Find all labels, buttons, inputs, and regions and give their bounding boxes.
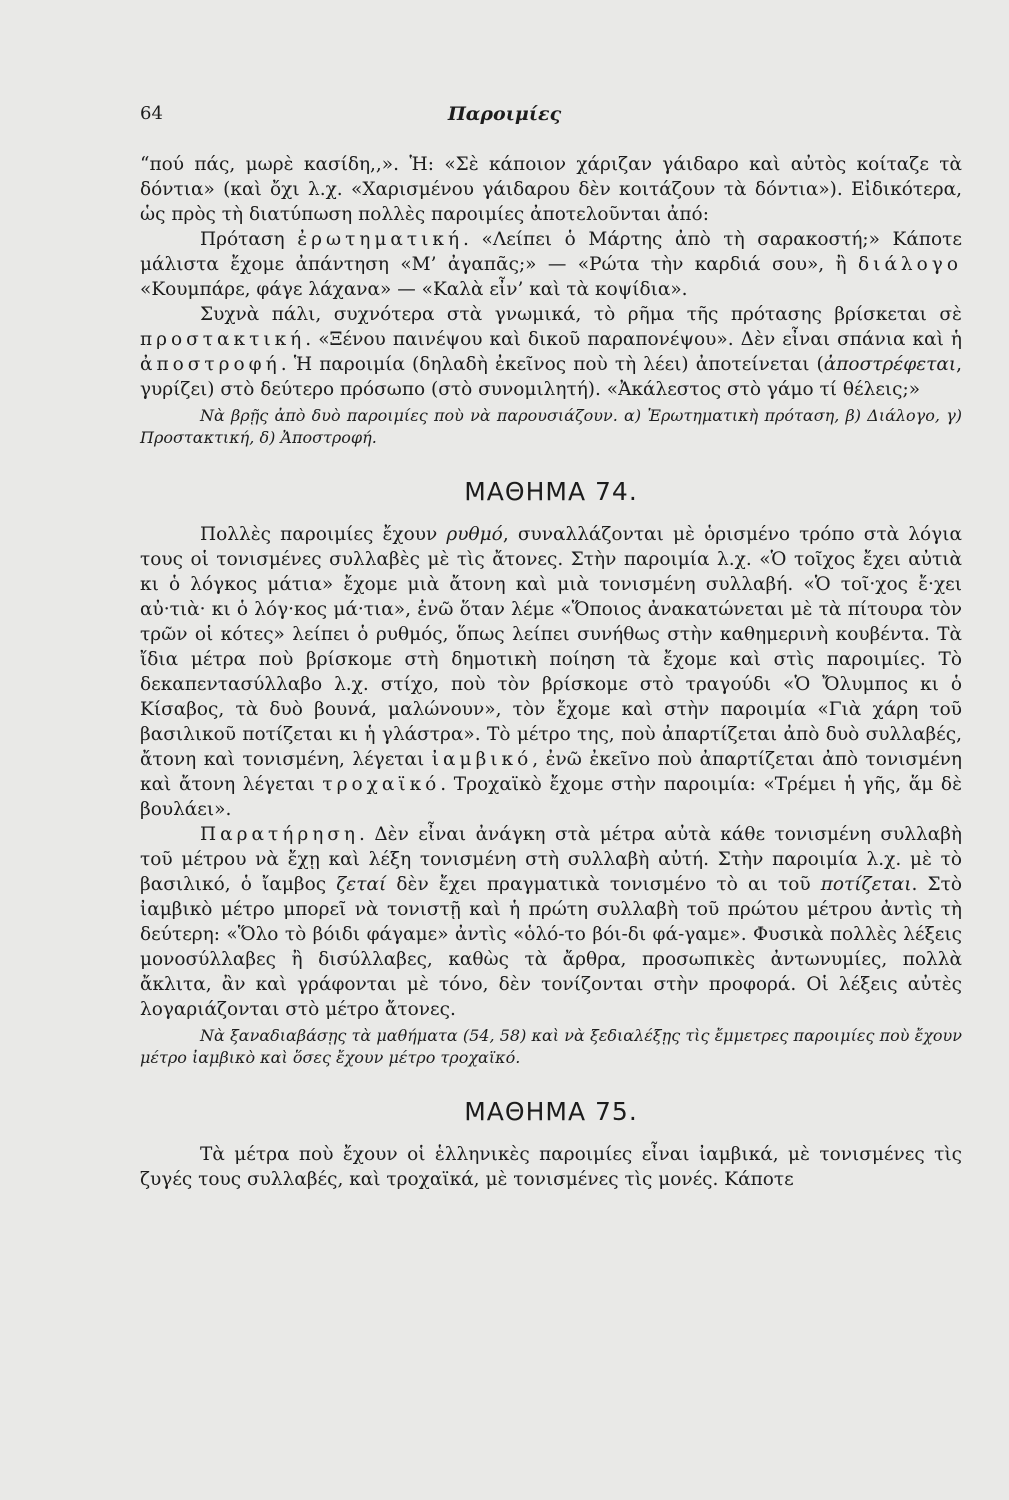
lesson-74-paragraph-2 — [140, 822, 962, 1022]
text-run: , συναλλάζονται μὲ ὁρισμένο τρόπο στὰ λόγια τους οἱ τονισμένες συλλαβὲς μὲ τὶς ἄτονες. Στὴν παροιμία λ.χ. «Ὁ τοῖχος ἔχει αὐτιὰ κι ὁ λόγκος μάτια» ἔχομε μιὰ ἄτονη καὶ μιὰ τονισμένη συλλαβή. «Ὁ τοῖ·χος ἔ·χει αὐ·τιὰ· κι ὁ λόγ·κος μά·τια», ἐνῶ ὅταν λέμε «Ὅποιος ἀνακατώνεται μὲ τὰ πίτουρα τὸν τρῶν οἱ κότες» λείπει ὁ ρυθμός, ὅπως λείπει συνήθως στὴν καθημερινὴ κουβέντα. Τὰ ἴδια μέτρα ποὺ βρίσκομε στὴ δημοτικὴ ποίηση τὰ ἔχομε καὶ στὶς παροιμίες. Τὸ δεκαπεντασύλλαβο λ.χ. στίχο, ποὺ τὸν βρίσκομε στὸ τραγούδι «Ὁ Ὄλυμπος κι ὁ Κίσαβος, τὰ δυὸ βουνά, μαλώνουν», τὸν ἔχομε καὶ στὴν παροιμία «Γιὰ χάρη τοῦ βασιλικοῦ ποτίζεται κι ἡ γλάστρα». Τὸ μέτρο της, ποὺ ἀπαρτίζεται ἀπὸ δυὸ συλλαβές, ἄτονη καὶ τονισμένη, λέγεται — [140, 524, 962, 770]
text-run: , γυρίζει) στὸ δεύτερο πρόσωπο (στὸ συνομιλητή). «Ἀκάλεστος στὸ γάμο τί θέλεις;» — [140, 354, 962, 400]
spaced-term: τροχαϊκό — [322, 774, 441, 795]
text-run: Συχνὰ πάλι, συχνότερα στὰ γνωμικά, τὸ ρῆμα τῆς πρότασης βρίσκεται σὲ — [200, 304, 962, 325]
lesson-75-heading: ΜΑΘΗΜΑ 75. — [464, 1097, 638, 1126]
page-header — [0, 103, 1009, 133]
italic-term: ποτίζεται — [820, 874, 912, 895]
intro-paragraph-2 — [140, 227, 962, 302]
text-run: . Στὸ ἰαμβικὸ μέτρο μπορεῖ νὰ τονιστῇ καὶ ἡ πρώτη συλλαβὴ τοῦ πρώτου μέτρου ἀντὶς τὴ δεύτερη: «Ὅλο τὸ βόιδι φάγαμε» ἀντὶς «ὁλό-το βόι-δι φά-γαμε». Φυσικὰ πολλὲς λέξεις μονοσύλλαβες ἢ δισύλλαβες, καθὼς τὰ ἄρθρα, προσωπικὲς ἀντωνυμίες, πολλὰ ἄκλιτα, ἂν καὶ γράφονται μὲ τόνο, δὲν τονίζονται στὴν προφορά. Οἱ λέξεις αὐτὲς λογαριάζονται στὸ μέτρο ἄτονες. — [140, 874, 963, 1020]
spaced-term: ἀποστροφή — [140, 354, 281, 375]
text-run: . Τροχαϊκὸ ἔχομε στὴν παροιμία: «Τρέμει ἡ γῆς, ἅμ δὲ βουλάει». — [140, 774, 963, 820]
text-run: Πρόταση — [200, 229, 298, 250]
text-run: . Ἡ παροιμία (δηλαδὴ ἐκεῖνος ποὺ τὴ λέει) ἀποτείνεται ( — [280, 354, 824, 375]
running-title: Παροιμίες — [447, 103, 562, 125]
text-run: , ἐνῶ ἐκεῖνο ποὺ ἀπαρτίζεται ἀπὸ τονισμένη καὶ ἄτονη λέγεται — [140, 749, 962, 795]
text-run: δὲν ἔχει πραγματικὰ τονισμένο τὸ αι τοῦ — [386, 874, 821, 895]
intro-paragraph-3 — [140, 302, 962, 402]
intro-exercise: Νὰ βρῇς ἀπὸ δυὸ παροιμίες ποὺ νὰ παρουσιάζουν. α) Ἐρωτηματικὴ πρόταση, β) Διάλογο, γ) Προστακτική, δ) Ἀποστροφή. — [140, 406, 962, 447]
lesson-74-exercise: Νὰ ξαναδιαβάσῃς τὰ μαθήματα (54, 58) καὶ νὰ ξεδιαλέξῃς τὶς ἔμμετρες παροιμίες ποὺ ἔχουν μέτρο ἰαμβικὸ καὶ ὅσες ἔχουν μέτρο τροχαϊκό. — [140, 1026, 962, 1067]
body-text — [140, 152, 962, 1192]
lesson-75-paragraph-1: Τὰ μέτρα ποὺ ἔχουν οἱ ἑλληνικὲς παροιμίες εἶναι ἰαμβικά, μὲ τονισμένες τὶς ζυγές τους συλλαβές, καὶ τροχαϊκά, μὲ τονισμένες τὶς μονές. Κάποτε — [140, 1144, 962, 1190]
italic-term: ζεταί — [336, 874, 387, 895]
intro-paragraph-1: “πού πάς, μωρὲ κασίδη,,». Ἡ: «Σὲ κάποιον χάριζαν γάιδαρο καὶ αὐτὸς κοίταζε τὰ δόντια» (καὶ ὄχι λ.χ. «Χαρισμένου γάιδαρου δὲν κοιτάζουν τὰ δόντια»). Εἰδικότερα, ὡς πρὸς τὴ διατύπωση πολλὲς παροιμίες ἀποτελοῦνται ἀπό: — [140, 154, 962, 225]
lesson-74-heading: ΜΑΘΗΜΑ 74. — [464, 477, 638, 506]
text-run: . «Λείπει ὁ Μάρτης ἀπὸ τὴ σαρακοστή;» Κάποτε μάλιστα ἔχομε ἀπάντηση «Μ’ ἀγαπᾶς;» — «Ρώτα τὴν καρδιά σου», ἢ — [140, 229, 962, 275]
italic-term: ρυθμό — [446, 524, 503, 545]
spaced-term: διάλογο — [858, 254, 962, 275]
text-run: Πολλὲς παροιμίες ἔχουν — [200, 524, 447, 545]
page-number: 64 — [140, 103, 163, 124]
italic-term: ἀποστρέφεται — [823, 354, 957, 375]
spaced-term: ἐρωτηματική — [297, 229, 464, 250]
lesson-74-paragraph-1 — [140, 522, 962, 822]
spaced-term: ἰαμβικό — [431, 749, 533, 770]
spaced-term: Παρατήρηση — [200, 824, 359, 845]
text-run: . Δὲν εἶναι ἀνάγκη στὰ μέτρα αὐτὰ κάθε τονισμένη συλλαβὴ τοῦ μέτρου νὰ ἔχῃ καὶ λέξη τονισμένη στὴ συλλαβὴ αὐτή. Στὴν παροιμία λ.χ. μὲ τὸ βασιλικό, ὁ ἴαμβος — [140, 824, 962, 895]
spaced-term: προστακτική — [140, 329, 306, 350]
text-run: . «Ξένου παινέψου καὶ δικοῦ παραπονέψου». Δὲν εἶναι σπάνια καὶ ἡ — [305, 329, 962, 350]
text-run: «Κουμπάρε, φάγε λάχανα» — «Καλὰ εἶν’ καὶ τὰ κοψίδια». — [140, 279, 688, 300]
